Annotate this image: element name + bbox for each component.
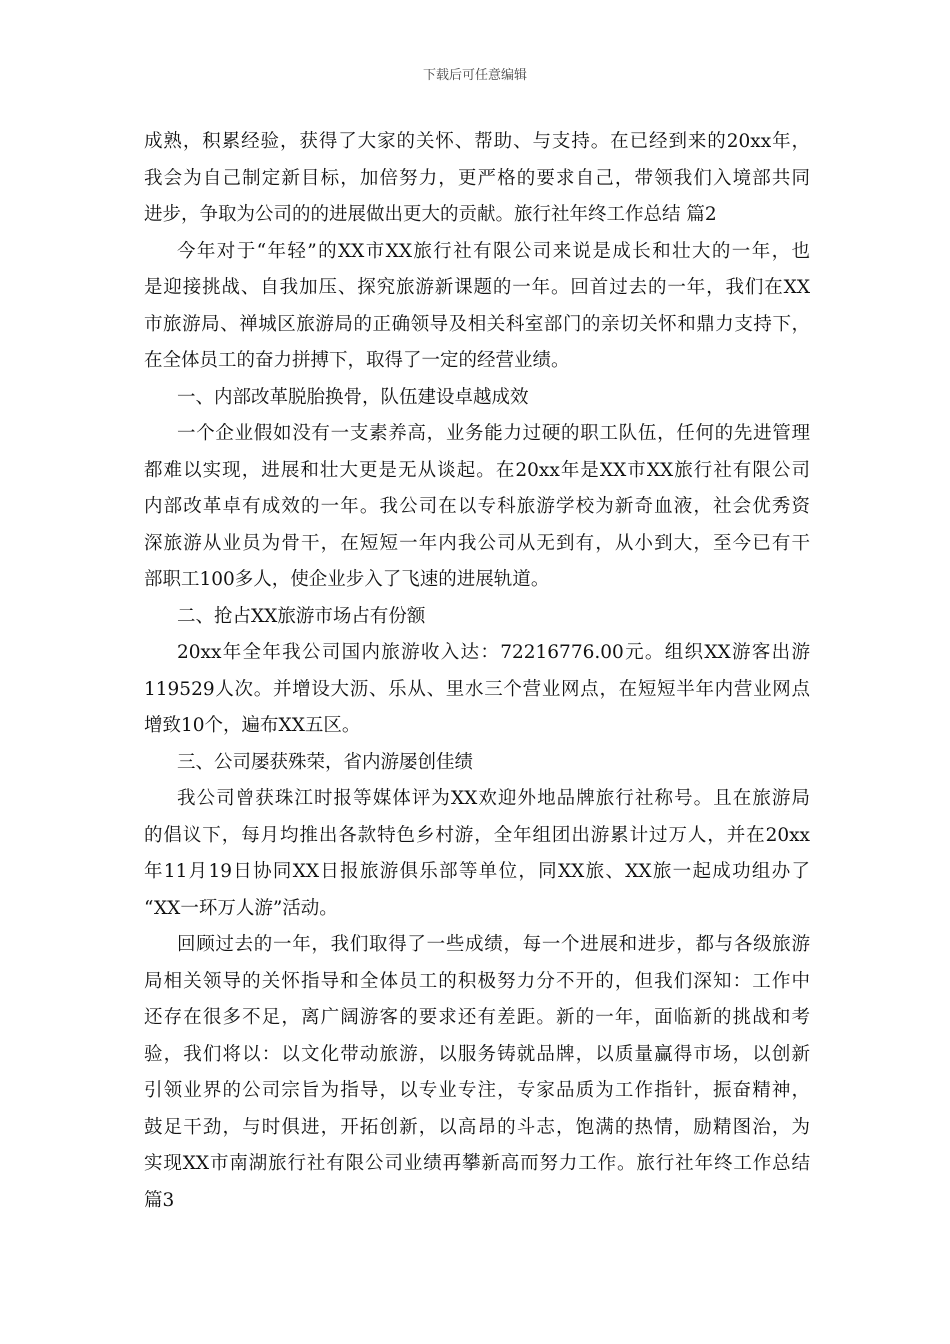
text-line: 20xx年全年我公司国内旅游收入达：72216776.00元。组织XX游客出游 [177, 642, 810, 663]
text-line: 年11月19日协同XX日报旅游俱乐部等单位，同XX旅、XX旅一起成功组办了 [144, 861, 810, 882]
text-line: 还存在很多不足，离广阔游客的要求还有差距。新的一年，面临新的挑战和考 [144, 1007, 810, 1028]
text-line: 三、公司屡获殊荣，省内游屡创佳绩 [177, 751, 474, 773]
text-line: 局相关领导的关怀指导和全体员工的积极努力分不开的，但我们深知：工作中 [144, 970, 810, 992]
text-line: 成熟，积累经验，获得了大家的关怀、帮助、与支持。在已经到来的20xx年， [144, 131, 810, 152]
text-line: 深旅游从业员为骨干，在短短一年内我公司从无到有，从小到大，至今已有干 [144, 532, 810, 554]
text-line: 二、抢占XX旅游市场占有份额 [177, 605, 426, 627]
text-line: 进步，争取为公司的的进展做出更大的贡献。旅行社年终工作总结 篇2 [144, 204, 717, 225]
page-header: 下载后可任意编辑 [422, 68, 527, 83]
text-line: 一个企业假如没有一支素养高，业务能力过硬的职工队伍，任何的先进管理 [177, 423, 810, 444]
text-line: 引领业界的公司宗旨为指导，以专业专注，专家品质为工作指针，振奋精神， [144, 1080, 810, 1101]
text-line: 实现XX市南湖旅行社有限公司业绩再攀新高而努力工作。旅行社年终工作总结 [144, 1153, 810, 1174]
text-line: 内部改革卓有成效的一年。我公司在以专科旅游学校为新奇血液，社会优秀资 [144, 496, 810, 517]
text-line: 的倡议下，每月均推出各款特色乡村游，全年组团出游累计过万人，并在20xx [144, 824, 810, 846]
text-line: 市旅游局、禅城区旅游局的正确领导及相关科室部门的亲切关怀和鼎力支持下， [144, 313, 810, 335]
text-line: 我会为自己制定新目标，加倍努力，更严格的要求自己，带领我们入境部共同 [144, 167, 810, 189]
text-line: 一、内部改革脱胎换骨，队伍建设卓越成效 [177, 386, 529, 408]
text-line: 增致10个，遍布XX五区。 [144, 715, 361, 736]
text-line: 是迎接挑战、自我加压、探究旅游新课题的一年。回首过去的一年，我们在XX [144, 277, 810, 298]
text-line: 验，我们将以：以文化带动旅游，以服务铸就品牌，以质量赢得市场，以创新 [144, 1043, 810, 1065]
text-line: 都难以实现，进展和壮大更是无从谈起。在20xx年是XX市XX旅行社有限公司 [144, 459, 810, 481]
text-line: 今年对于“年轻”的XX市XX旅行社有限公司来说是成长和壮大的一年，也 [177, 240, 810, 262]
text-line: 部职工100多人，使企业步入了飞速的进展轨道。 [144, 569, 550, 590]
text-line: 鼓足干劲，与时俱进，开拓创新，以高昂的斗志，饱满的热情，励精图治，为 [144, 1116, 810, 1138]
text-line: “XX一环万人游”活动。 [144, 897, 338, 919]
text-line: 篇3 [144, 1189, 175, 1211]
text-line: 回顾过去的一年，我们取得了一些成绩，每一个进展和进步，都与各级旅游 [177, 934, 810, 955]
document-body [144, 124, 810, 1219]
text-line: 119529人次。并增设大沥、乐从、里水三个营业网点，在短短半年内营业网点 [144, 678, 810, 700]
text-line: 在全体员工的奋力拼搏下，取得了一定的经营业绩。 [144, 350, 570, 371]
text-line: 我公司曾获珠江时报等媒体评为XX欢迎外地品牌旅行社称号。且在旅游局 [177, 788, 810, 809]
